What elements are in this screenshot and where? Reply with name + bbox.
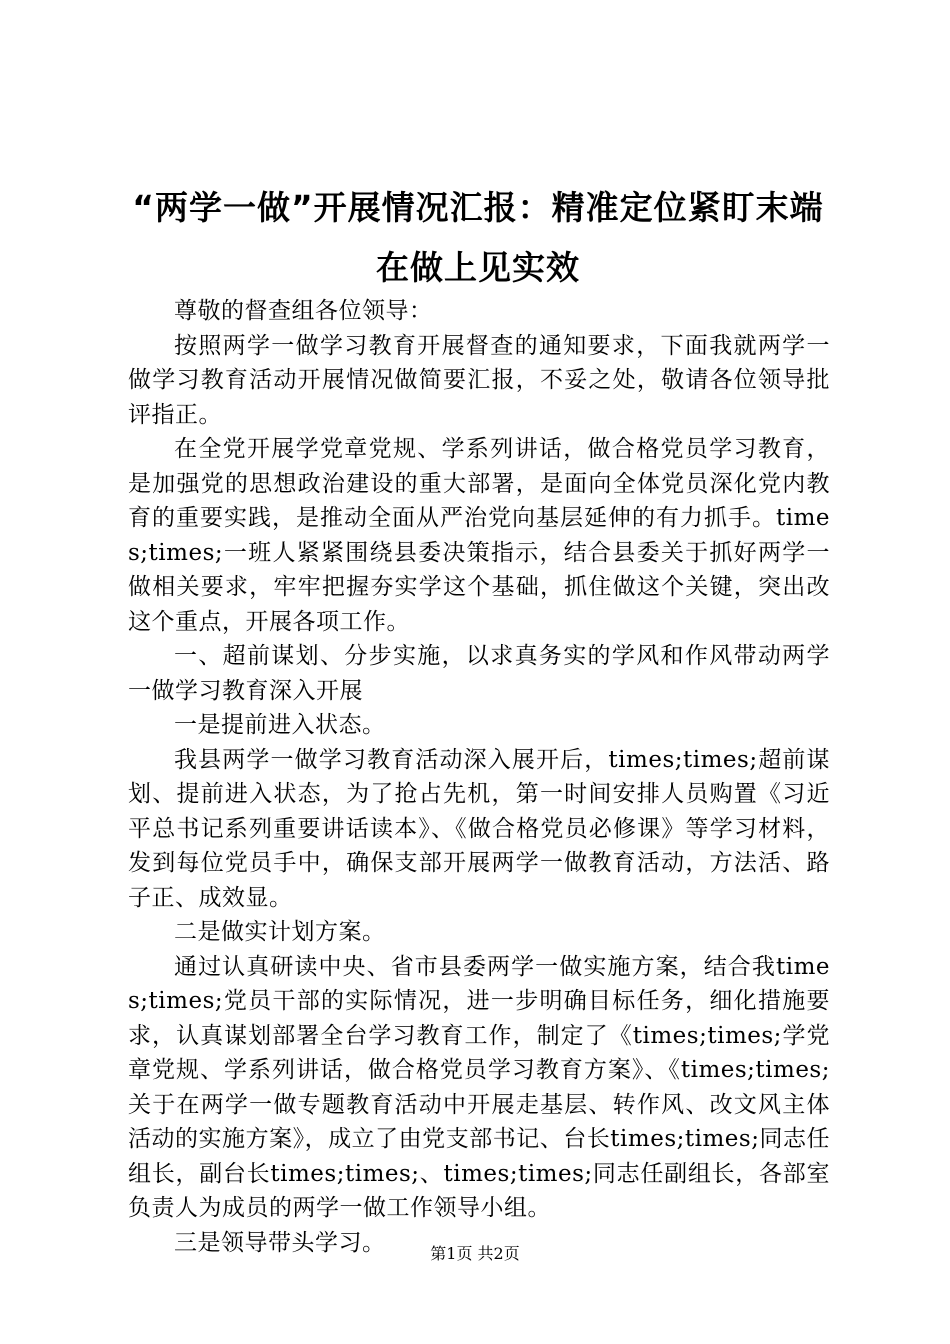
subheading-3: 三是领导带头学习。: [174, 1229, 386, 1256]
page-footer: 第1页 共2页: [430, 1244, 520, 1263]
subheading-1: 一是提前进入状态。: [174, 712, 386, 738]
document-title: “两学一做”开展情况汇报：精准定位紧盯末端在做上见实效: [132, 188, 824, 287]
body-paragraph-2: 通过认真研读中央、省市县委两学一做实施方案，结合我times;times;党员干部的实际情况，进一步明确目标任务，细化措施要求，认真谋划部署全台学习教育工作，制定了《times;times;学党章党规、学系列讲话，做合格党员学习教育方案》、《times;times;关于在两学一做专题教育活动中开展走基层、转作风、改文风主体活动的实施方案》，成立了由党支部书记、台长times;times;同志任组长，副台长times;times;、times;times;同志任副组长，各部室负责人为成员的两学一做工作领导小组。: [128, 953, 830, 1221]
subheading-2: 二是做实计划方案。: [174, 919, 386, 945]
intro-paragraph: 按照两学一做学习教育开展督查的通知要求，下面我就两学一做学习教育活动开展情况做简要汇报，不妥之处，敬请各位领导批评指正。: [128, 332, 830, 428]
document-body: [128, 294, 830, 1260]
section-heading: 一、超前谋划、分步实施，以求真务实的学风和作风带动两学一做学习教育深入开展: [128, 643, 830, 704]
background-paragraph: 在全党开展学党章党规、学系列讲话，做合格党员学习教育，是加强党的思想政治建设的重大部署，是面向全体党员深化党内教育的重要实践，是推动全面从严治党向基层延伸的有力抓手。times;times;一班人紧紧围绕县委决策指示，结合县委关于抓好两学一做相关要求，牢牢把握夯实学这个基础，抓住做这个关键，突出改这个重点，开展各项工作。: [128, 436, 830, 635]
salutation: 尊敬的督查组各位领导：: [174, 298, 433, 324]
body-paragraph-1: 我县两学一做学习教育活动深入展开后，times;times;超前谋划、提前进入状态，为了抢占先机，第一时间安排人员购置《习近平总书记系列重要讲话读本》、《做合格党员必修课》等学习材料，发到每位党员手中，确保支部开展两学一做教育活动，方法活、路子正、成效显。: [128, 746, 830, 911]
